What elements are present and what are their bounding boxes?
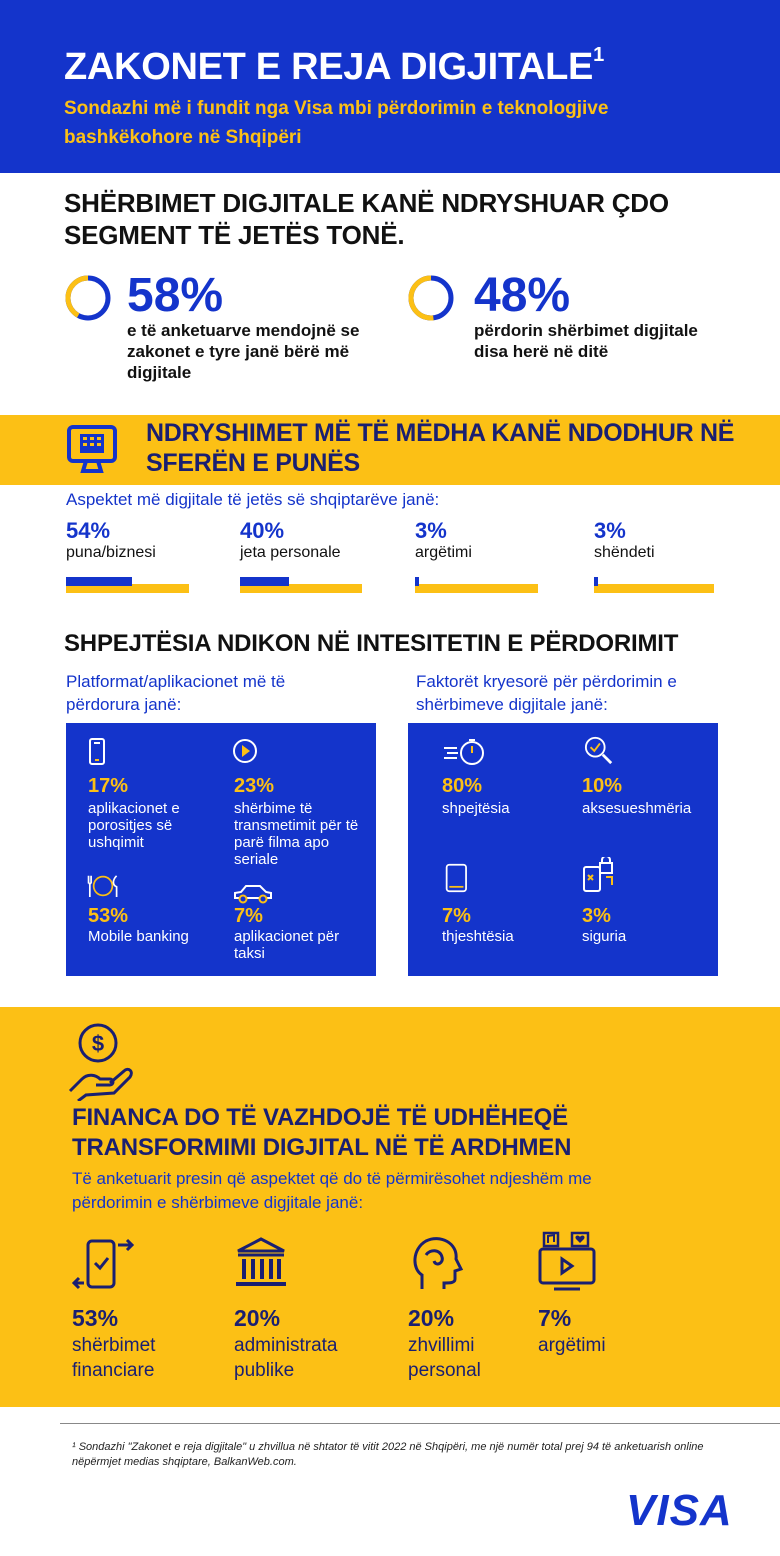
- factor-value: 80%: [442, 775, 483, 797]
- future-item-value: 20%: [234, 1305, 281, 1331]
- future-item-text: zhvillimi personal: [408, 1335, 481, 1381]
- platform-value: 53%: [88, 905, 129, 927]
- smartphone-icon: [86, 737, 120, 767]
- factor-value: 3%: [582, 905, 611, 927]
- platforms-lead: Platformat/aplikacionet më të përdorura janë:: [66, 672, 286, 714]
- platforms-panel: [66, 723, 376, 976]
- aspect-bar-value: 54%: [66, 518, 111, 543]
- factor-text: shpejtësia: [442, 800, 510, 817]
- factor-value: 10%: [582, 775, 623, 797]
- aspect-bar-personal: [240, 518, 365, 596]
- aspect-bar-fill: [415, 577, 419, 586]
- tablet-icon: [442, 863, 476, 893]
- phone-transfer-icon: [72, 1235, 136, 1295]
- stat-58-text: e të anketuarve mendojnë se zakonet e tyre janë bërë më digjitale: [127, 321, 360, 382]
- aspect-bar-value: 40%: [240, 518, 285, 543]
- secure-phone-icon: [582, 857, 616, 893]
- section1-heading: SHËRBIMET DIGJITALE KANË NDRYSHUAR ÇDO SEGMENT TË JETËS TONË.: [64, 188, 669, 250]
- factor-text: thjeshtësia: [442, 928, 514, 945]
- aspect-bar-track: [594, 584, 714, 593]
- factors-panel: [408, 723, 718, 976]
- play-icon: [232, 737, 266, 767]
- aspect-bar-work: [66, 518, 191, 596]
- monitor-icon: [66, 423, 118, 475]
- aspect-bar-fill: [240, 577, 289, 586]
- aspect-bar-value: 3%: [415, 518, 447, 543]
- section3-heading: SHPEJTËSIA NDIKON NË INTESITETIN E PËRDORIMIT: [64, 630, 679, 657]
- section2-heading: NDRYSHIMET MË TË MËDHA KANË NDODHUR NË SFERËN E PUNËS: [146, 419, 735, 477]
- visa-logo: VISA: [626, 1486, 733, 1535]
- aspect-bar-fill: [66, 577, 132, 586]
- stat-48-text: përdorin shërbimet digjitale disa herë në ditë: [474, 321, 698, 361]
- platform-text: shërbime të transmetimit për të parë filma apo seriale: [234, 800, 359, 868]
- page-title: ZAKONET E REJA DIGJITALE$^1$: [64, 44, 604, 88]
- future-item-text: administrata publike: [234, 1335, 338, 1381]
- aspect-bar-fill: [594, 577, 598, 586]
- media-screen-icon: [536, 1231, 598, 1295]
- svg-text:$: $: [91, 1031, 105, 1056]
- stat-48-value: 48%: [474, 269, 571, 322]
- aspect-bar-track: [240, 584, 362, 593]
- section4-lead: Të anketuarit presin që aspektet që do të përmirësohet ndjeshëm me përdorimin e shërbimeve digjitale janë:: [72, 1169, 592, 1212]
- future-item-text: argëtimi: [538, 1335, 606, 1356]
- header-banner: [0, 0, 780, 173]
- section2-lead: Aspektet më digjitale të jetës së shqiptarëve janë:: [66, 490, 440, 509]
- footnote-divider: [60, 1423, 780, 1424]
- work-sphere-band: [0, 415, 780, 485]
- factors-lead: Faktorët kryesorë për përdorimin e shërbimeve digjitale janë:: [416, 672, 677, 714]
- footnote: ¹ Sondazhi "Zakonet e reja digjitale" u zhvillua në shtator të vitit 2022 në Shqipëri, me një numër total prej 94 të anketuarish online nëpërmjet medias shqiptare, BalkanWeb.com.: [72, 1441, 704, 1468]
- aspect-bar-health: [594, 518, 719, 596]
- donut-58-icon: [64, 274, 112, 322]
- aspect-bar-track: [415, 584, 538, 593]
- section4-heading: FINANCA DO TË VAZHDOJË TË UDHËHEQË TRANSFORMIMI DIGJITAL NË TË ARDHMEN: [72, 1104, 572, 1161]
- aspect-bar-label: argëtimi: [415, 544, 472, 561]
- aspect-bar-value: 3%: [594, 518, 626, 543]
- factor-text: aksesueshmëria: [582, 800, 692, 817]
- future-item-value: 7%: [538, 1305, 572, 1331]
- platform-text: aplikacionet për taksi: [234, 928, 340, 962]
- platform-value: 17%: [88, 775, 129, 797]
- donut-48-icon: [407, 274, 455, 322]
- factor-value: 7%: [442, 905, 471, 927]
- page-subtitle: Sondazhi më i fundit nga Visa mbi përdorimin e teknologjive bashkëkohore në Shqipëri: [64, 98, 609, 148]
- magnifier-check-icon: [582, 735, 616, 765]
- future-item-value: 20%: [408, 1305, 455, 1331]
- head-profile-icon: [408, 1235, 464, 1293]
- stopwatch-icon: [442, 737, 486, 767]
- platform-value: 23%: [234, 775, 275, 797]
- aspect-bar-label: shëndeti: [594, 544, 655, 561]
- platform-value: 7%: [234, 905, 263, 927]
- aspect-bar-label: jeta personale: [240, 544, 341, 561]
- future-item-value: 53%: [72, 1305, 119, 1331]
- aspect-bar-entertainment: [415, 518, 540, 596]
- cutlery-icon: [86, 871, 120, 901]
- platform-text: Mobile banking: [88, 928, 189, 945]
- finance-section: [0, 1007, 780, 1407]
- future-item-text: shërbimet financiare: [72, 1335, 156, 1381]
- hand-dollar-icon: [66, 1021, 136, 1101]
- factor-text: siguria: [582, 928, 627, 945]
- aspect-bar-label: puna/biznesi: [66, 544, 156, 561]
- aspect-bar-track: [66, 584, 189, 593]
- government-building-icon: [234, 1235, 288, 1291]
- stat-58-value: 58%: [127, 269, 224, 322]
- platform-text: aplikacionet e porositjes së ushqimit: [88, 800, 180, 851]
